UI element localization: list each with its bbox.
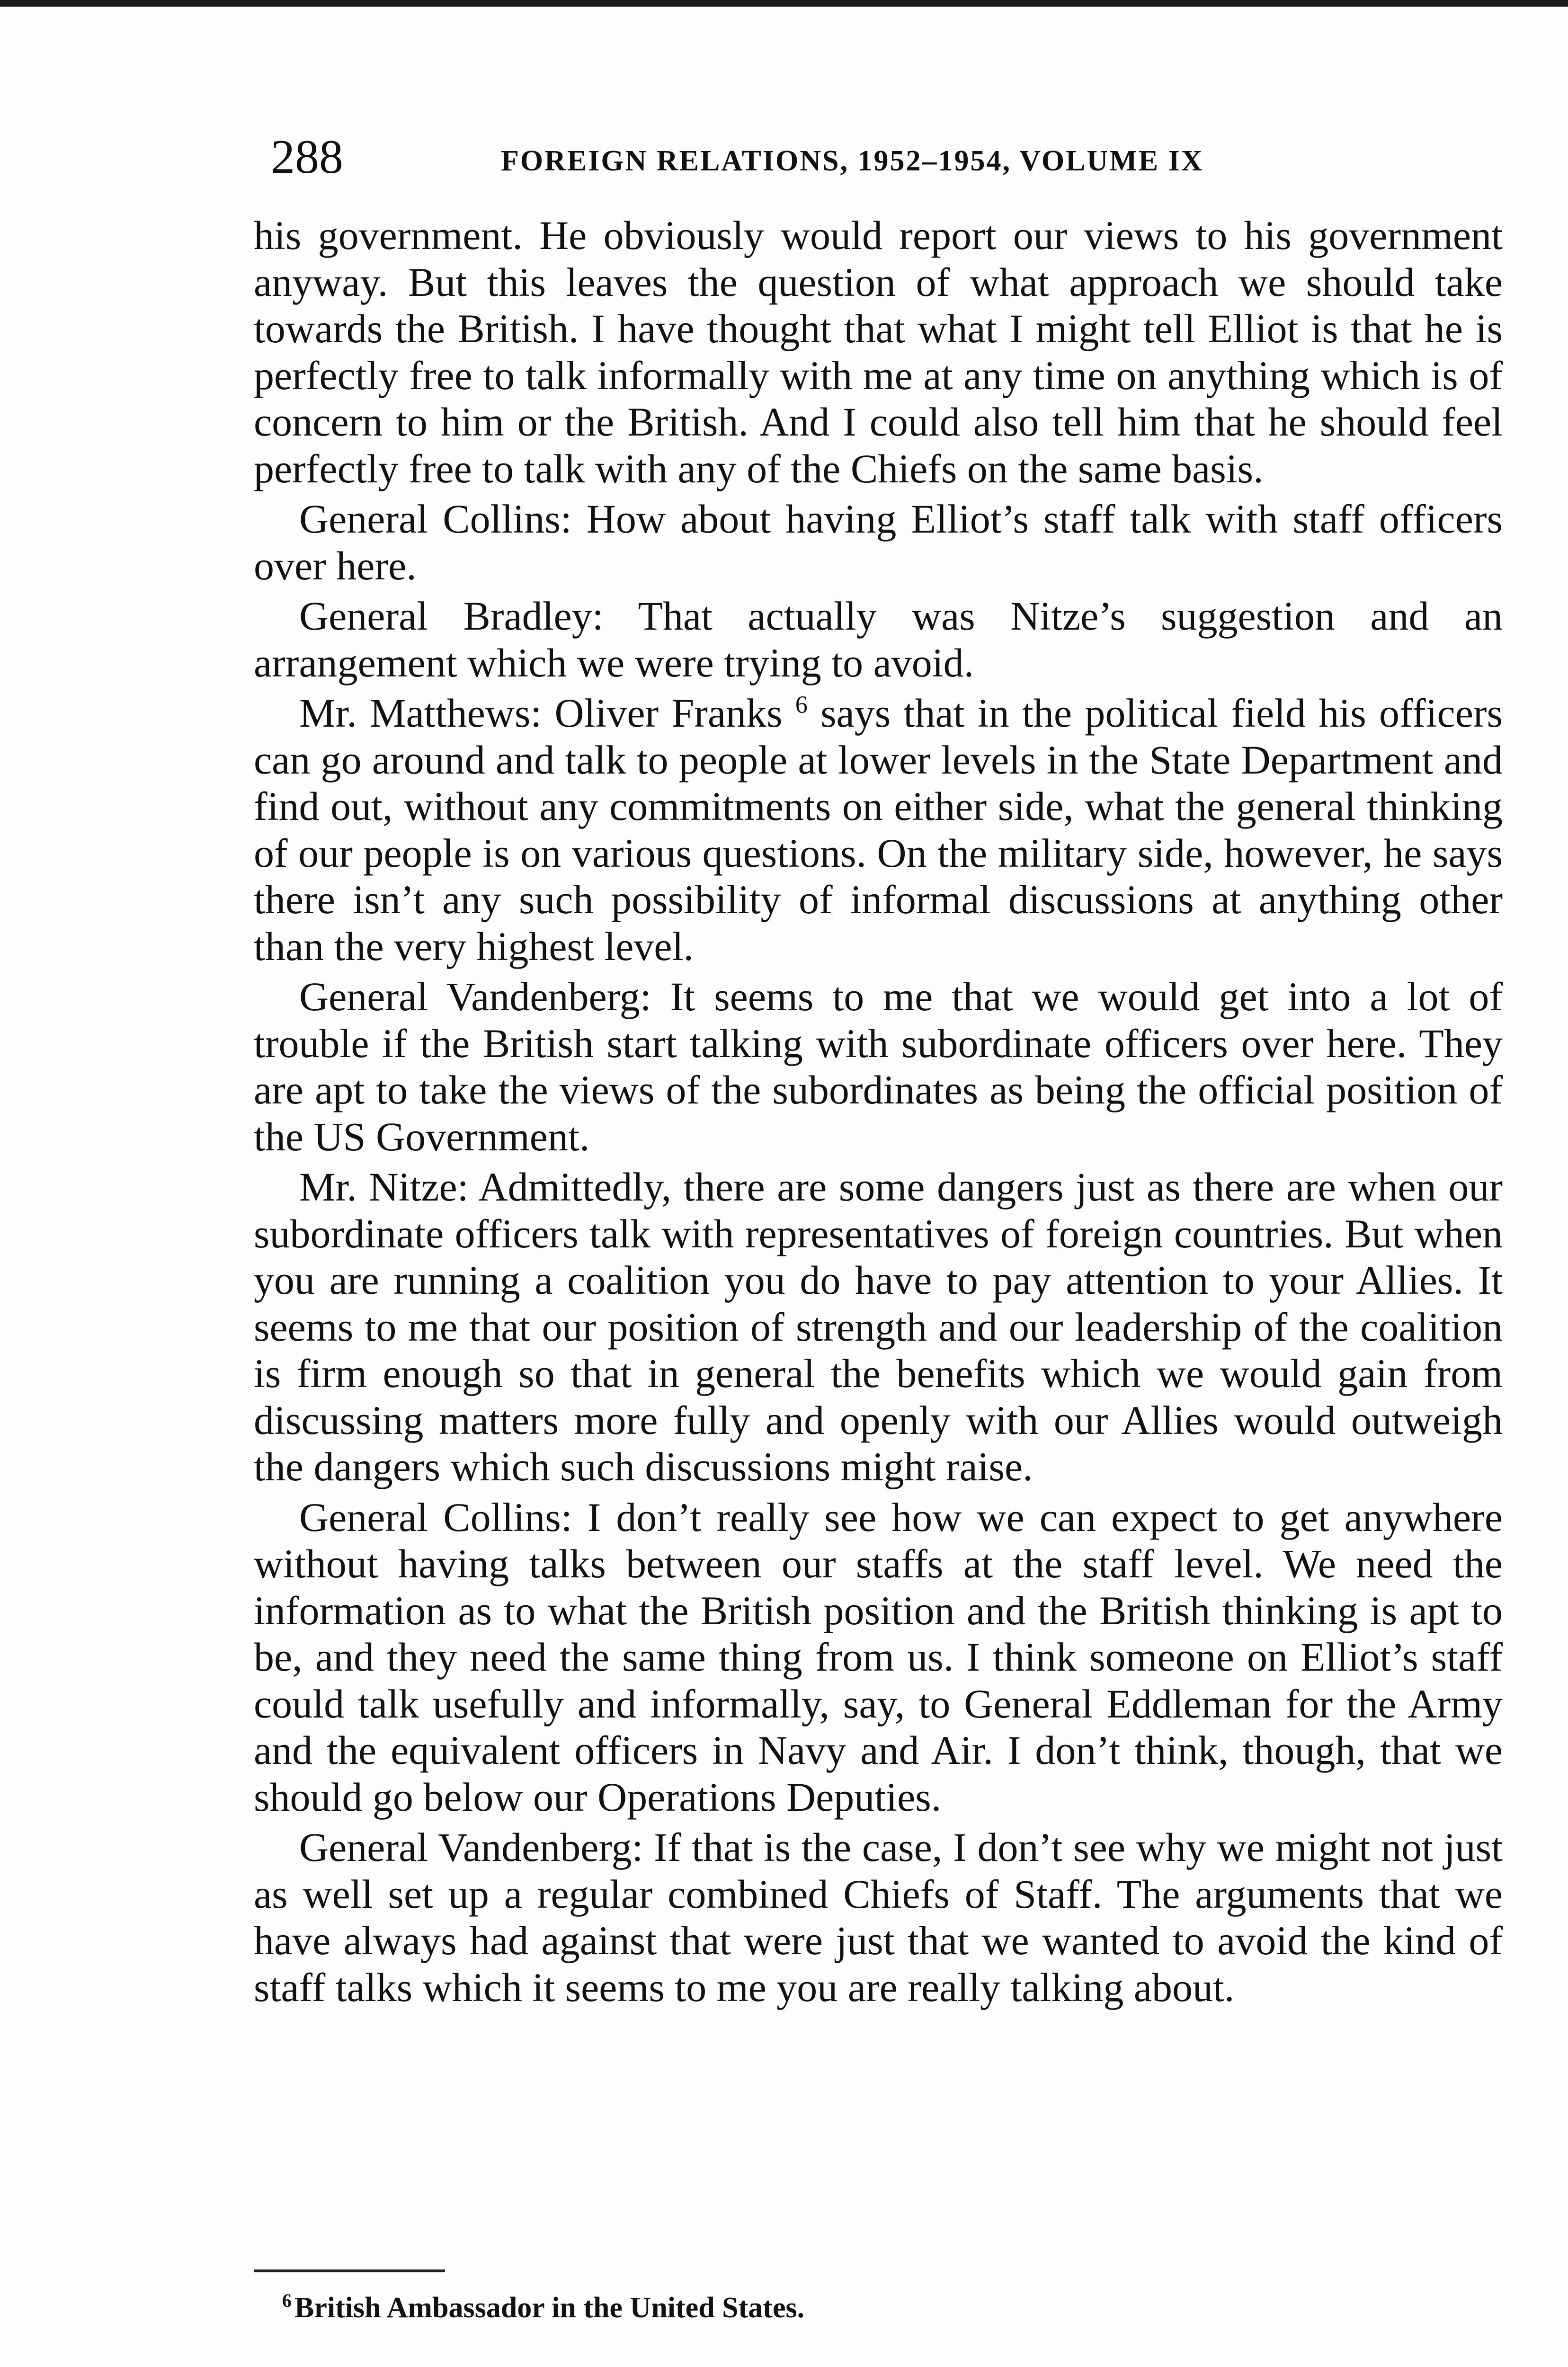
paragraph: [254, 690, 1503, 970]
footnote-divider: [254, 2269, 445, 2272]
paragraph: General Bradley: That actually was Nitze’s suggestion and an arrangement which we were trying to avoid.: [254, 593, 1503, 685]
paragraph: Mr. Nitze: Admittedly, there are some dangers just as there are when our subordinate officers talk with representatives of foreign countries. But when you are running a coalition you do have to pay attention to your Allies. It seems to me that our position of strength and our leadership of the coalition is firm enough so that in general the benefits which we would gain from discussing matters more fully and openly with our Allies would outweigh the dangers which such discussions might raise.: [254, 1164, 1503, 1489]
body-text: [254, 212, 1503, 2014]
running-head: FOREIGN RELATIONS, 1952–1954, VOLUME IX: [501, 145, 1204, 177]
page-header: [266, 129, 1506, 186]
paragraph: General Vandenberg: If that is the case, I don’t see why we might not just as well set up a regular combined Chiefs of Staff. The arguments that we have always had against that were just that we wanted to avoid the kind of staff talks which it seems to me you are really talking about.: [254, 1824, 1503, 2010]
footnote: [282, 2289, 804, 2327]
footnote-reference: 6: [795, 691, 808, 719]
footnote-mark: 6: [282, 2290, 292, 2312]
paragraph-text: says that in the political field his officers can go around and talk to people at lower levels in the State Department and find out, without any commitments on either side, what the general thinking of our people is on various questions. On the military side, however, he says there isn’t any such possibility of informal discussions at anything other than the very highest level.: [254, 690, 1503, 969]
page-number: 288: [271, 130, 343, 184]
paragraph: General Collins: How about having Elliot’s staff talk with staff officers over here.: [254, 496, 1503, 588]
paragraph: his government. He obviously would report our views to his government anyway. But this leaves the question of what approach we should take towards the British. I have thought that what I might tell Elliot is that he is perfectly free to talk informally with me at any time on anything which is of concern to him or the British. And I could also tell him that he should feel perfectly free to talk with any of the Chiefs on the same basis.: [254, 213, 1503, 491]
paragraph: General Collins: I don’t really see how we can expect to get anywhere without having talks between our staffs at the staff level. We need the information as to what the British position and the British thinking is apt to be, and they need the same thing from us. I think someone on Elliot’s staff could talk usefully and informally, say, to General Eddleman for the Army and the equivalent officers in Navy and Air. I don’t think, though, that we should go below our Operations Deputies.: [254, 1494, 1503, 1820]
footnote-text: British Ambassador in the United States.: [294, 2292, 805, 2324]
paragraph: General Vandenberg: It seems to me that we would get into a lot of trouble if the British start talking with subordinate officers over here. They are apt to take the views of the subordinates as being the official position of the US Government.: [254, 974, 1503, 1159]
scan-top-border: [0, 0, 1568, 7]
paragraph-text: Mr. Matthews: Oliver Franks: [299, 690, 783, 736]
